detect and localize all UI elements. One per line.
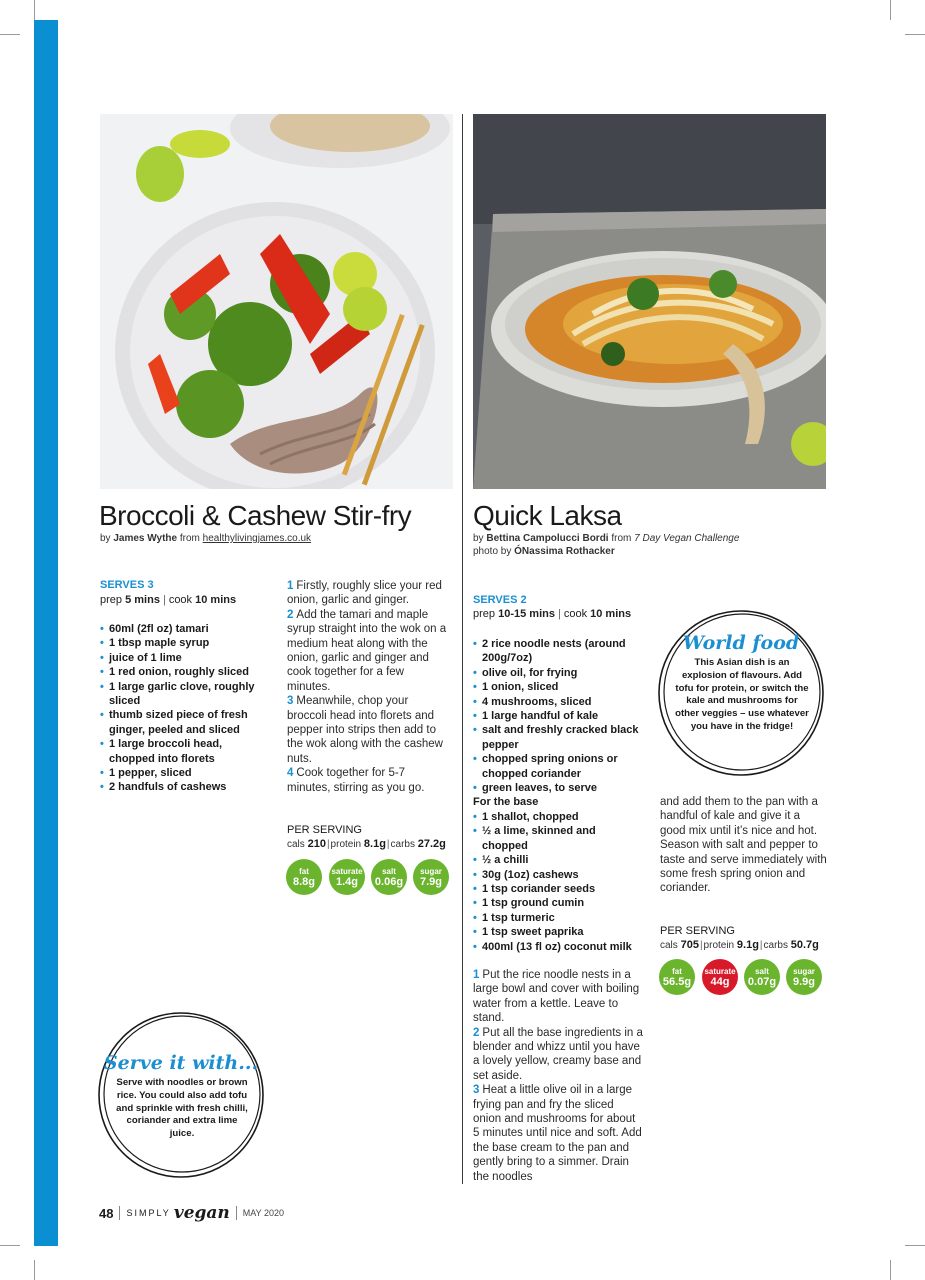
protein-label: protein [330, 839, 362, 850]
cook-time: 10 mins [195, 594, 237, 606]
photo-label: photo by [473, 546, 512, 557]
cook-time: 10 mins [590, 608, 632, 620]
quick-laksa-photo [473, 114, 826, 489]
step-text: Add the tamari and maple syrup straight into the wok on a medium heat along with the onion, garlic and ginger and cook together for a few minutes. [287, 608, 447, 693]
crop-mark [890, 0, 891, 20]
method-step [287, 579, 449, 608]
prep-cook-times: prep 5 mins | cook 10 mins [100, 594, 237, 606]
crop-mark [905, 1245, 925, 1246]
step-text: Heat a little olive oil in a large frying pan and fry the sliced onion and mushrooms for about 5 minutes until nice and soft. Add the base cream to the pan and gently bring to a simmer. Drain the noodles [473, 1084, 642, 1183]
badge-label: salt [755, 966, 769, 976]
ingredient-item: • green leaves, to serve [473, 781, 643, 795]
serves-label: SERVES 3 [100, 579, 154, 591]
ingredient-item: • 1 large garlic clove, roughly sliced [100, 680, 270, 709]
badge-label: fat [672, 966, 682, 976]
ingredient-item: • ½ a lime, skinned and chopped [473, 824, 643, 853]
ingredient-item: • 400ml (13 fl oz) coconut milk [473, 940, 643, 954]
badge-value: 1.4g [335, 875, 358, 888]
step-text: Meanwhile, chop your broccoli head into florets and pepper into strips then add to the wok along with the cashew nuts. [287, 695, 443, 765]
crop-mark [0, 34, 20, 35]
world-box-text: This Asian dish is an explosion of flavours. Add tofu for protein, or switch the kale and mushrooms for other veggies – use whatever you have in the fridge! [675, 657, 809, 732]
salt-badge [371, 859, 407, 895]
recipe-title: Broccoli & Cashew Stir-fry [99, 500, 412, 531]
salt-badge [744, 959, 780, 995]
ingredient-list [100, 622, 270, 795]
magazine-logo: vegan [173, 1203, 230, 1223]
recipe-byline [100, 532, 311, 546]
step-text: Cook together for 5-7 minutes, stirring as you go. [287, 767, 425, 794]
saturate-badge [702, 959, 738, 995]
sugar-badge [786, 959, 822, 995]
photo-credit [473, 545, 615, 559]
source-link[interactable]: healthylivingjames.co.uk [202, 533, 312, 544]
method-steps [473, 968, 643, 1184]
step-text: Put the rice noodle nests in a large bowl and cover with boiling water from a kettle. Leave to stand. [473, 969, 640, 1025]
author-name: Bettina Campolucci Bordi [486, 533, 609, 544]
byline-from: from [179, 533, 200, 544]
broccoli-stir-fry-photo [100, 114, 453, 489]
badge-value: 44g [710, 975, 730, 988]
magazine-prefix: SIMPLY [126, 1208, 171, 1218]
ingredient-item: • 30g (1oz) cashews [473, 868, 643, 882]
badge-label: saturate [331, 866, 363, 876]
sugar-badge [413, 859, 449, 895]
byline-by: by [100, 533, 111, 544]
ingredient-item: • 1 tsp ground cumin [473, 896, 643, 910]
source-book: 7 Day Vegan Challenge [634, 533, 740, 544]
byline-from: from [611, 533, 632, 544]
badge-label: sugar [420, 866, 442, 876]
world-food-box [656, 608, 826, 778]
ingredient-item: • 1 red onion, roughly sliced [100, 665, 270, 679]
step-number: 2 [473, 1026, 480, 1039]
crop-mark [0, 1245, 20, 1246]
ingredient-item: • salt and freshly cracked black pepper [473, 723, 643, 752]
ingredient-item: • 1 shallot, chopped [473, 810, 643, 824]
world-box-title: World food [682, 632, 800, 654]
footer-divider [236, 1206, 237, 1220]
protein-value: 8.1g [363, 838, 386, 850]
badge-label: salt [382, 866, 396, 876]
carbs-label: carbs [763, 940, 788, 951]
ingredient-item: • 1 onion, sliced [473, 680, 643, 694]
method-step [473, 968, 643, 1026]
nutrition-summary: cals 705|protein 9.1g|carbs 50.7g [660, 939, 819, 951]
ingredient-item: • 4 mushrooms, sliced [473, 695, 643, 709]
recipe-byline [473, 532, 739, 546]
method-step [287, 694, 449, 766]
page-edge-bar [34, 20, 58, 1246]
per-serving-heading: PER SERVING [660, 925, 735, 937]
serve-box-title: Serve it with... [103, 1052, 259, 1074]
step-text: Put all the base ingredients in a blender and whizz until you have a lovely yellow, creamy base and set aside. [473, 1026, 643, 1082]
nutrition-summary: cals 210|protein 8.1g|carbs 27.2g [287, 838, 446, 850]
saturate-badge [329, 859, 365, 895]
ingredient-item: • 1 tsp sweet paprika [473, 925, 643, 939]
method-step [287, 608, 449, 694]
fat-badge [286, 859, 322, 895]
prep-cook-times: prep 10-15 mins | cook 10 mins [473, 608, 632, 620]
ingredient-item: • 2 rice noodle nests (around 200g/7oz) [473, 637, 643, 666]
crop-mark [34, 1260, 35, 1280]
badge-label: saturate [704, 966, 736, 976]
ingredient-item: • 1 large handful of kale [473, 709, 643, 723]
step-number: 3 [287, 695, 294, 708]
carbs-value: 50.7g [790, 939, 819, 951]
step-number: 4 [287, 767, 294, 780]
ingredient-item: • 60ml (2fl oz) tamari [100, 622, 270, 636]
method-step [473, 1026, 643, 1084]
crop-mark [34, 0, 35, 20]
prep-time: 10-15 mins [498, 608, 555, 620]
carbs-label: carbs [390, 839, 415, 850]
fat-badge [659, 959, 695, 995]
method-steps [287, 579, 449, 795]
ingredient-item: • chopped spring onions or chopped coriander [473, 752, 643, 781]
step-number: 3 [473, 1084, 480, 1097]
crop-mark [890, 1260, 891, 1280]
step-number: 1 [473, 969, 480, 981]
method-continued: and add them to the pan with a handful of kale and give it a good mix until it’s nice and hot. Season with salt and pepper to taste and serve immediately with some fresh spring onion and coriander. [660, 796, 827, 895]
ingredient-item: • 1 tbsp maple syrup [100, 636, 270, 650]
ingredient-item: • 1 large broccoli head, chopped into florets [100, 737, 270, 766]
step-text: Firstly, roughly slice your red onion, garlic and ginger. [287, 580, 442, 607]
badge-label: fat [299, 866, 309, 876]
ingredient-item: • ½ a chilli [473, 853, 643, 867]
photographer-name: ÓNassima Rothacker [514, 546, 615, 557]
badge-value: 7.9g [419, 875, 442, 888]
ingredient-item: • 1 tsp turmeric [473, 911, 643, 925]
ingredient-item: • olive oil, for frying [473, 666, 643, 680]
recipe-title: Quick Laksa [473, 500, 622, 531]
serve-it-with-box [96, 1010, 266, 1180]
badge-value: 9.9g [792, 975, 815, 988]
cals-value: 705 [680, 939, 699, 951]
badge-value: 56.5g [662, 975, 692, 988]
ingredient-list [473, 637, 643, 954]
carbs-value: 27.2g [417, 838, 446, 850]
prep-label: prep [100, 594, 123, 606]
protein-label: protein [703, 940, 735, 951]
ingredient-item: • 1 tsp coriander seeds [473, 882, 643, 896]
column-divider [462, 114, 463, 1184]
cook-label: cook [168, 594, 193, 606]
footer-divider [119, 1206, 120, 1220]
step-number: 1 [287, 580, 294, 592]
protein-value: 9.1g [736, 939, 759, 951]
cals-value: 210 [307, 838, 326, 850]
per-serving-heading: PER SERVING [287, 824, 362, 836]
issue-date: MAY 2020 [242, 1208, 284, 1218]
cals-label: cals [660, 940, 678, 951]
serve-box-text: Serve with noodles or brown rice. You could also add tofu and sprinkle with fresh chilli, coriander and extra lime juice. [116, 1077, 248, 1140]
serves-label: SERVES 2 [473, 594, 527, 606]
step-number: 2 [287, 608, 294, 621]
page-number: 48 [99, 1205, 114, 1221]
badge-value: 8.8g [292, 875, 315, 888]
crop-mark [905, 34, 925, 35]
page-footer [99, 1203, 284, 1223]
method-step [287, 766, 449, 795]
byline-by: by [473, 533, 484, 544]
author-name: James Wythe [113, 533, 178, 544]
badge-value: 0.07g [747, 975, 777, 988]
badge-value: 0.06g [374, 875, 404, 888]
ingredient-item: • thumb sized piece of fresh ginger, peeled and sliced [100, 708, 270, 737]
prep-label: prep [473, 608, 496, 620]
ingredient-item: • 1 pepper, sliced [100, 766, 270, 780]
cook-label: cook [563, 608, 588, 620]
ingredient-item: • 2 handfuls of cashews [100, 780, 270, 794]
method-step [473, 1083, 643, 1184]
badge-label: sugar [793, 966, 815, 976]
cals-label: cals [287, 839, 305, 850]
base-subheading: For the base [473, 796, 539, 809]
ingredient-item: • juice of 1 lime [100, 651, 270, 665]
prep-time: 5 mins [125, 594, 160, 606]
